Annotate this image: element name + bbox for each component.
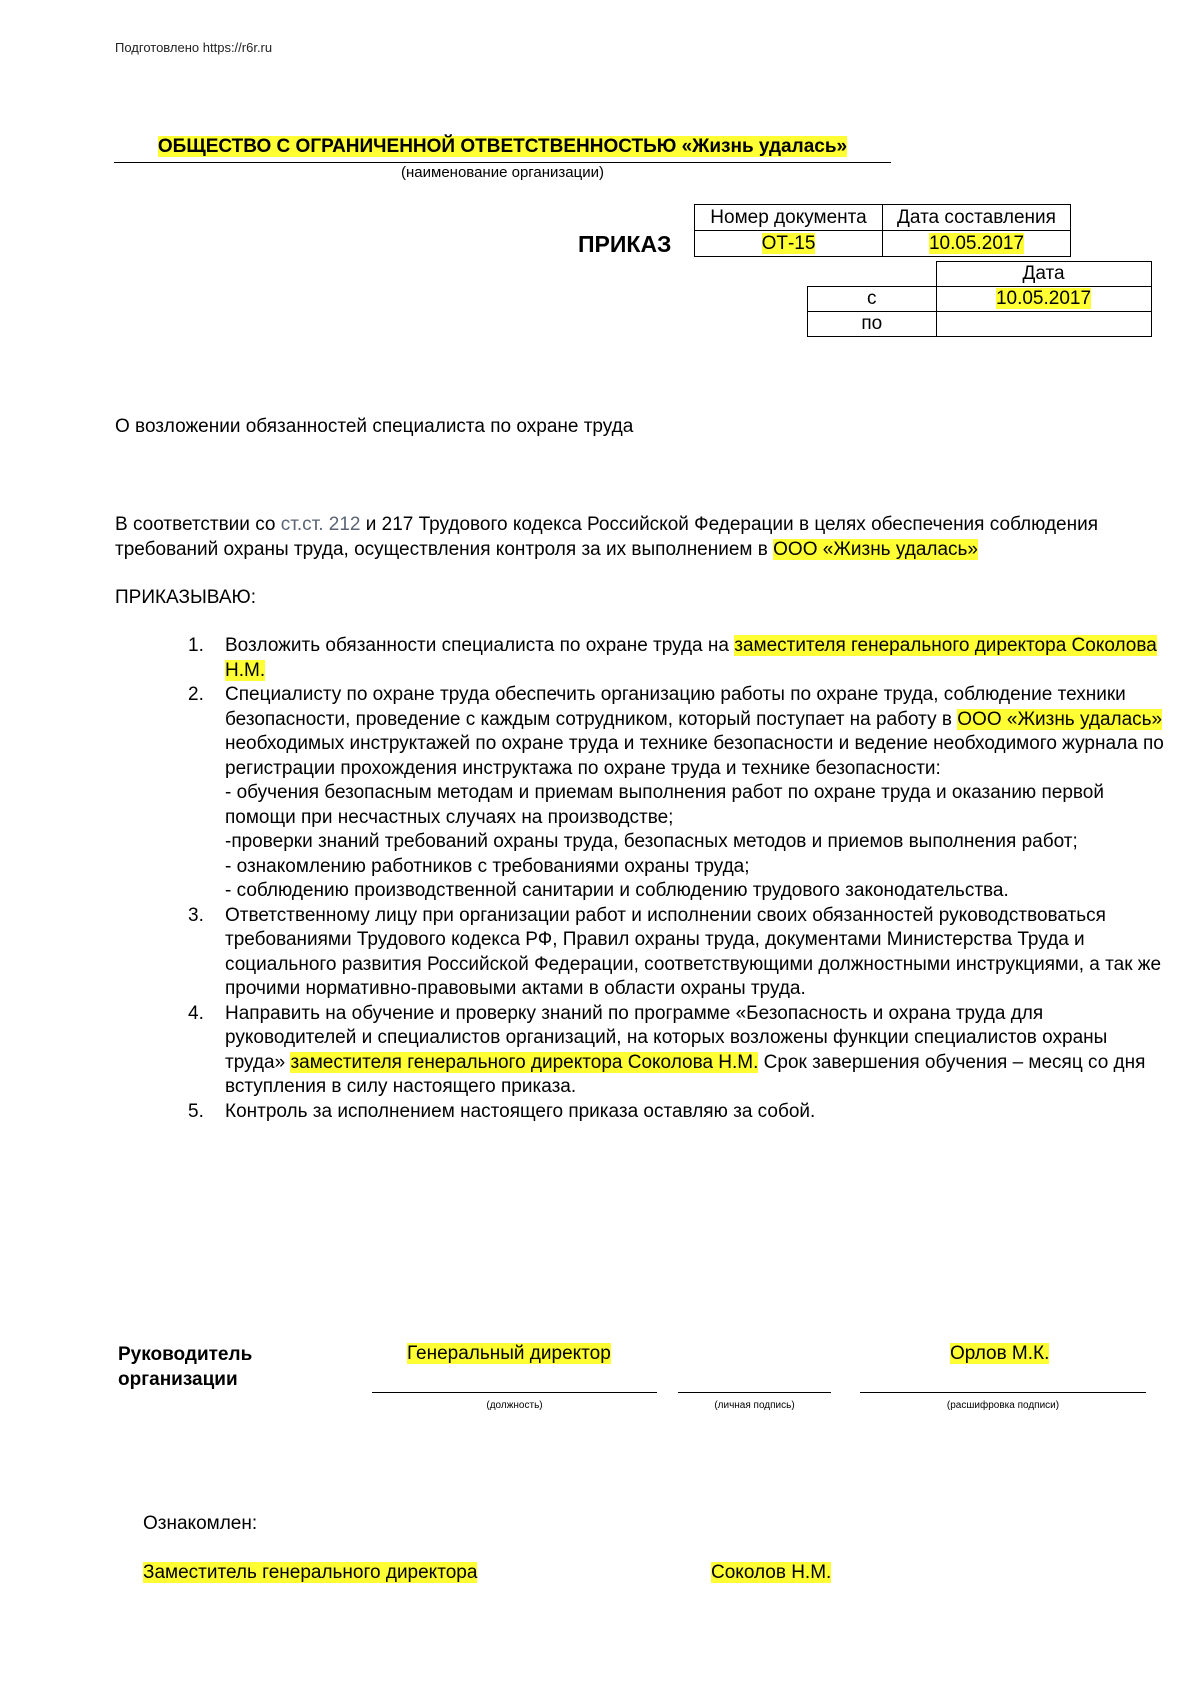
item-text: Специалисту по охране труда обеспечить организацию работы по охране труда, соблюдение техники безопасности, проведение с каждым сотрудником, который поступает на работу в [225, 684, 1126, 730]
signature-caption: (личная подпись) [714, 1400, 795, 1411]
signatory-name-value: Орлов М.К. [950, 1343, 1050, 1364]
order-title: ПРИКАЗ [578, 231, 672, 257]
sub-bullet: -проверки знаний требований охраны труда, безопасных методов и приемов выполнения работ; [225, 831, 1078, 852]
period-from-value: 10.05.2017 [995, 288, 1092, 309]
list-item [188, 1002, 1165, 1100]
item-text: Контроль за исполнением настоящего приказа оставляю за собой. [225, 1100, 816, 1122]
signatory-position [407, 1343, 611, 1365]
list-item [188, 1100, 1165, 1125]
item-highlight: заместителя генерального директора Соколова Н.М. [225, 635, 1157, 681]
list-item [188, 904, 1165, 1002]
doc-number-value: ОТ-15 [761, 232, 816, 254]
acknowledged-position-value: Заместитель генерального директора [143, 1562, 478, 1583]
item-text: Направить на обучение и проверку знаний по программе «Безопасность и охрана труда для руководителей и специалистов организаций, на которых возложены функции специалистов охраны труда» [225, 1002, 1108, 1073]
preamble-text-start: В соответствии со [115, 514, 281, 535]
name-caption: (расшифровка подписи) [946, 1400, 1060, 1411]
signatory-name [950, 1343, 1049, 1365]
name-line [860, 1392, 1146, 1393]
organization-name-line [114, 134, 891, 163]
signatory-position-value: Генеральный директор [407, 1343, 611, 1364]
organization-name: ОБЩЕСТВО С ОГРАНИЧЕННОЙ ОТВЕТСТВЕННОСТЬЮ «Жизнь удалась» [157, 136, 848, 157]
preamble-text-end: и 217 Трудового кодекса Российской Федерации в целях обеспечения соблюдения требований охраны труда, осуществления контроля за их выполнением в [115, 514, 1099, 560]
document-number-table [694, 204, 1071, 257]
period-to-value [936, 312, 1151, 337]
doc-number-cell [695, 231, 883, 257]
acknowledged-name-value: Соколов Н.М. [711, 1562, 832, 1583]
period-from-cell [936, 287, 1151, 312]
organization-caption: (наименование организации) [401, 164, 604, 181]
sub-bullet: - ознакомлению работников с требованиями охраны труда; [225, 855, 750, 877]
doc-date-label: Дата составления [883, 205, 1071, 231]
preamble-organization: ООО «Жизнь удалась» [773, 539, 979, 560]
period-from-label: с [808, 287, 937, 312]
item-number: 3. [188, 904, 204, 926]
doc-date-cell [883, 231, 1071, 257]
sub-bullet: - обучения безопасным методам и приемам выполнения работ по охране труда и оказанию первой помощи при несчастных случаях на производстве; [225, 782, 1104, 828]
sub-bullet: - соблюдению производственной санитарии и соблюдению трудового законодательства. [225, 880, 1009, 901]
item-text: Ответственному лицу при организации работ и исполнении своих обязанностей руководствоваться требованиями Трудового кодекса РФ, Правил охраны труда, документами Министерства Труда и социального развития Российской Федерации, соответствующими должностными инструкциями, а так же прочими нормативно-правовыми актами в области охраны труда. [225, 904, 1162, 999]
law-article-link[interactable]: ст.ст. 212 [280, 514, 361, 535]
order-subject: О возложении обязанностей специалиста по охране труда [115, 416, 634, 437]
item-highlight: ООО «Жизнь удалась» [957, 708, 1163, 730]
position-line [372, 1392, 657, 1393]
list-item [188, 634, 1165, 683]
item-number: 4. [188, 1002, 204, 1024]
item-number: 1. [188, 635, 204, 656]
acknowledged-position [143, 1562, 477, 1584]
prepared-by-note: Подготовлено https://r6r.ru [115, 40, 273, 55]
period-to-label: по [808, 312, 937, 337]
acknowledged-label: Ознакомлен: [143, 1513, 258, 1534]
period-empty-cell [808, 262, 937, 287]
signatory-label-line1: Руководитель [118, 1344, 253, 1365]
item-number: 2. [188, 684, 204, 705]
list-item [188, 683, 1165, 904]
signatory-label-line2: организации [118, 1369, 238, 1390]
item-text-continued: необходимых инструктажей по охране труда и технике безопасности и ведение необходимого журнала по регистрации прохождения инструктажа по охране труда и технике безопасности: [225, 733, 1164, 779]
preamble-paragraph [115, 512, 1155, 562]
order-items-list [0, 634, 1165, 1124]
item-text: Возложить обязанности специалиста по охране труда на [225, 635, 735, 656]
doc-date-value: 10.05.2017 [928, 232, 1025, 254]
period-header: Дата [936, 262, 1151, 287]
item-highlight: заместителя генерального директора Соколова Н.М. [290, 1051, 759, 1073]
acknowledged-name [711, 1562, 831, 1584]
signature-line [678, 1392, 831, 1393]
item-text-continued: Срок завершения обучения – месяц со дня вступления в силу настоящего приказа. [225, 1051, 1146, 1097]
order-keyword: ПРИКАЗЫВАЮ: [115, 587, 256, 608]
signatory-label [118, 1342, 252, 1392]
doc-number-label: Номер документа [695, 205, 883, 231]
item-number: 5. [188, 1100, 204, 1122]
position-caption: (должность) [486, 1400, 543, 1411]
period-table [807, 261, 1152, 337]
